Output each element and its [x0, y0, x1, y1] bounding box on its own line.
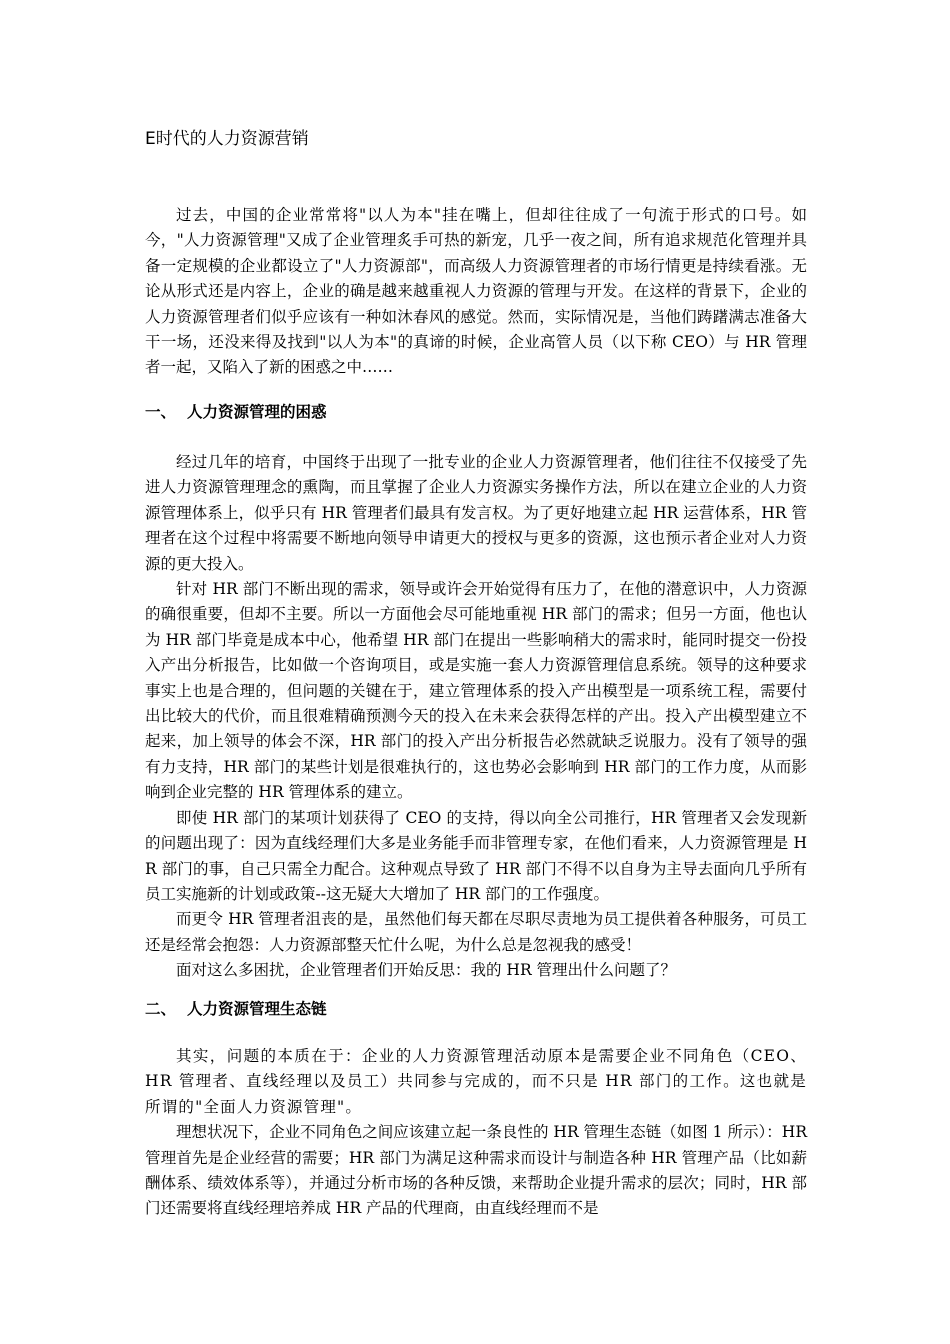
body-paragraph: 其实，问题的本质在于：企业的人力资源管理活动原本是需要企业不同角色（CEO、HR 管理者、直线经理以及员工）共同参与完成的，而不只是 HR 部门的工作。这也就是所谓的"全面人力资源管理"。 — [145, 1047, 807, 1116]
section-title: 人力资源管理的困惑 — [187, 403, 327, 421]
section-heading-2 — [145, 998, 327, 1020]
section-number: 二、 — [145, 1000, 177, 1018]
section-title: 人力资源管理生态链 — [187, 1000, 327, 1018]
body-paragraph: 理想状况下，企业不同角色之间应该建立起一条良性的 HR 管理生态链（如图 1 所示）：HR 管理首先是企业经营的需要；HR 部门为满足这种需求而设计与制造各种 HR 管理产品（比如薪酬体系、绩效体系等），并通过分析市场的各种反馈，来帮助企业提升需求的层次；同时，HR 部门还需要将直线经理培养成 HR 产品的代理商，由直线经理而不是 — [145, 1123, 807, 1218]
body-paragraph: 经过几年的培育，中国终于出现了一批专业的企业人力资源管理者，他们往往不仅接受了先进人力资源管理理念的熏陶，而且掌握了企业人力资源实务操作方法，所以在建立企业的人力资源管理体系上，似乎只有 HR 管理者们最具有发言权。为了更好地建立起 HR 运营体系，HR 管理者在这个过程中将需要不断地向领导申请更大的授权与更多的资源，这也预示者企业对人力资源的更大投入。 — [145, 453, 807, 573]
section-body-1 — [145, 450, 807, 984]
document-title: E时代的人力资源营销 — [145, 129, 309, 149]
section-body-2 — [145, 1044, 807, 1222]
section-heading-1 — [145, 401, 327, 423]
body-paragraph: 而更令 HR 管理者沮丧的是，虽然他们每天都在尽职尽责地为员工提供着各种服务，可员工还是经常会抱怨：人力资源部整天忙什么呢，为什么总是忽视我的感受！ — [145, 910, 807, 954]
body-paragraph: 针对 HR 部门不断出现的需求，领导或许会开始觉得有压力了，在他的潜意识中，人力资源的确很重要，但却不主要。所以一方面他会尽可能地重视 HR 部门的需求；但另一方面，他也认为 HR 部门毕竟是成本中心，他希望 HR 部门在提出一些影响稍大的需求时，能同时提交一份投入产出分析报告，比如做一个咨询项目，或是实施一套人力资源管理信息系统。领导的这种要求事实上也是合理的，但问题的关键在于，建立管理体系的投入产出模型是一项系统工程，需要付出比较大的代价，而且很难精确预测今天的投入在未来会获得怎样的产出。投入产出模型建立不起来，加上领导的体会不深，HR 部门的投入产出分析报告必然就缺乏说服力。没有了领导的强有力支持，HR 部门的某些计划是很难执行的，这也势必会影响到 HR 部门的工作力度，从而影响到企业完整的 HR 管理体系的建立。 — [145, 580, 807, 802]
body-paragraph: 面对这么多困扰，企业管理者们开始反思：我的 HR 管理出什么问题了？ — [176, 961, 677, 980]
section-number: 一、 — [145, 403, 177, 421]
intro-paragraph: 过去，中国的企业常常将"以人为本"挂在嘴上，但却往往成了一句流于形式的口号。如今，"人力资源管理"又成了企业管理炙手可热的新宠，几乎一夜之间，所有追求规范化管理并具备一定规模的企业都设立了"人力资源部"，而高级人力资源管理者的市场行情更是持续看涨。无论从形式还是内容上，企业的确是越来越重视人力资源的管理与开发。在这样的背景下，企业的人力资源管理者们似乎应该有一种如沐春风的感觉。然而，实际情况是，当他们踌躇满志准备大干一场，还没来得及找到"以人为本"的真谛的时候，企业高管人员（以下称 CEO）与 HR 管理者一起，又陷入了新的困惑之中…… — [145, 206, 807, 377]
body-paragraph: 即使 HR 部门的某项计划获得了 CEO 的支持，得以向全公司推行，HR 管理者又会发现新的问题出现了：因为直线经理们大多是业务能手而非管理专家，在他们看来，人力资源管理是 HR 部门的事，自己只需全力配合。这种观点导致了 HR 部门不得不以自身为主导去面向几乎所有员工实施新的计划或政策--这无疑大大增加了 HR 部门的工作强度。 — [145, 808, 807, 903]
intro-section — [145, 203, 807, 381]
